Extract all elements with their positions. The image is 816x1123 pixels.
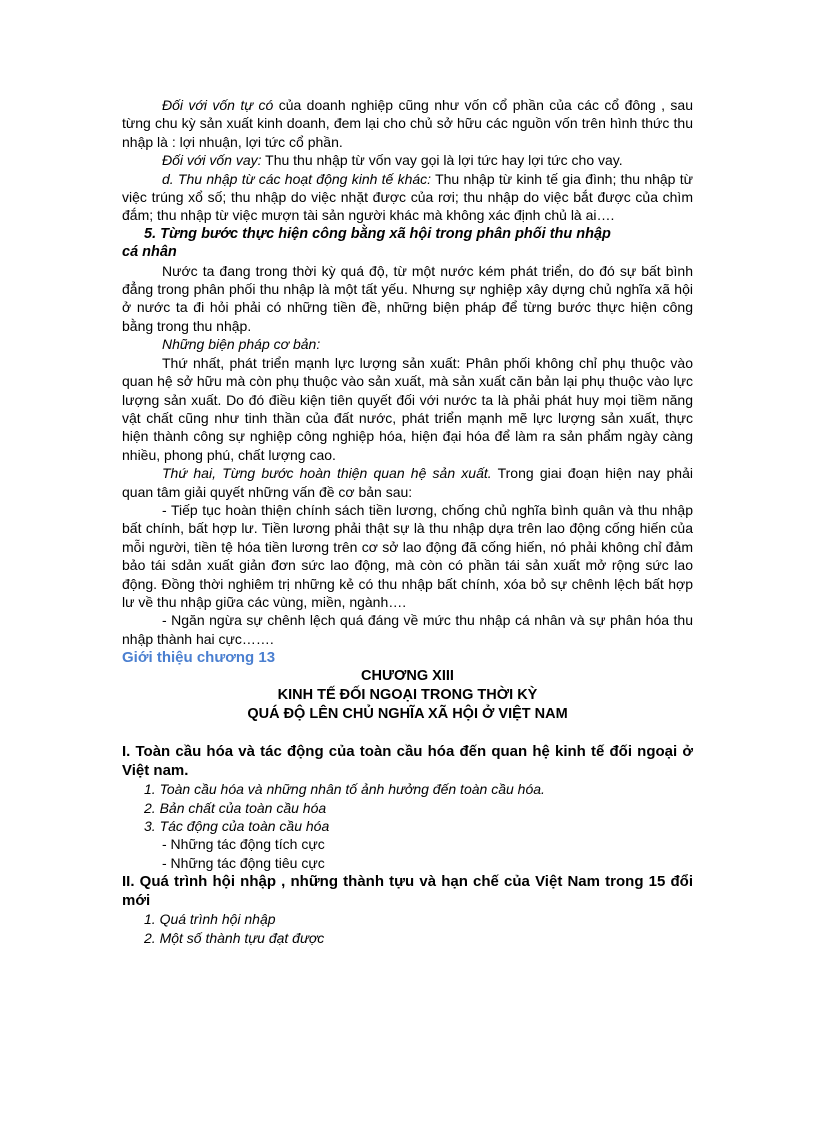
paragraph-income-gap: - Ngăn ngừa sự chênh lệch quá đáng về mức thu nhập cá nhân và sự phân hóa thu nhập thành hai cực……. [122, 612, 693, 647]
loan-capital-text: Thu thu nhập từ vốn vay gọi là lợi tức hay lợi tức cho vay. [261, 152, 623, 169]
section-2-item-2: 2. Một số thành tựu đạt được [144, 929, 325, 946]
chapter-number: CHƯƠNG XIII [361, 668, 454, 685]
own-capital-text: của doanh nghiệp cũng như vốn cổ phần của các cổ đông , sau từng chu kỳ sản xuất kinh doanh, đem lại cho chủ sở hữu các nguồn vốn trên hình thức thu nhập là : lợi nhuận, lợi tức cổ phần. [122, 97, 694, 150]
own-capital-lead: Đối với vốn tự có [162, 97, 274, 113]
section-2-item-1: 1. Quá trình hội nhập [144, 911, 276, 928]
loan-capital-lead: Đối với vốn vay: [162, 152, 262, 169]
section-1-item-2: 2. Bản chất của toàn cầu hóa [144, 799, 327, 816]
chapter-title-line2: QUÁ ĐỘ LÊN CHỦ NGHĨA XÃ HỘI Ở VIỆT NAM [247, 706, 568, 723]
heading-social-equity-line1: 5. Từng bước thực hiện công bằng xã hội trong phân phối thu nhập [144, 225, 611, 242]
section-1-subitem-1: - Những tác động tích cực [162, 836, 325, 853]
paragraph-first-measure: Thứ nhất, phát triển mạnh lực lượng sản xuất: Phân phối không chỉ phụ thuộc vào quan hệ sở hữu mà còn phụ thuộc vào sản xuất, mà sản xuất căn bản lại phụ thuộc vào lực lượng sản xuất. Do đó điều kiện tiên quyết đối với nước ta là phải phát huy mọi tiềm năng vật chất cũng như tinh thần của đất nước, phát triển mạnh mẽ lực lượng sản xuất, thực hiện thành công sự nghiệp công nghiệp hóa, hiện đại hóa để làm ra sản phẩm ngày càng nhiều, phong phú, chất lượng cao. [122, 354, 693, 463]
paragraph-other-income [122, 170, 693, 225]
second-measure-text: Trong giai đoạn hiện nay phải quan tâm giải quyết những vấn đề cơ bản sau: [122, 465, 693, 500]
paragraph-own-capital [122, 96, 693, 151]
paragraph-wage-policy: - Tiếp tục hoàn thiện chính sách tiền lương, chống chủ nghĩa bình quân và thu nhập bất chính, bất hợp lư. Tiền lương phải thật sự là thu nhập dựa trên lao động cống hiến của mỗi người, tiền tệ hóa tiền lương trên cơ sở lao động đã cống hiến, nó phải không chỉ đảm bảo tái sdản xuất giản đơn sức lao động, mà còn có phần tái sản xuất mở rộng sức lao động. Đồng thời nghiêm trị những kẻ có thu nhập bất chính, xóa bỏ sự chênh lệch bất hợp lư về thu nhập giữa các vùng, miền, ngành…. [122, 501, 693, 610]
paragraph-second-measure [122, 464, 693, 501]
heading-social-equity [122, 225, 693, 262]
other-income-lead: d. Thu nhập từ các hoạt động kinh tế khác: [162, 170, 432, 187]
section-2-heading: II. Quá trình hội nhập , những thành tựu và hạn chế của Việt Nam trong 15 đổi mới [122, 873, 693, 910]
paragraph-basic-measures: Những biện pháp cơ bản: [162, 336, 321, 353]
paragraph-loan-capital [122, 151, 693, 169]
section-1-subitem-2: - Những tác động tiêu cực [162, 854, 325, 871]
document-page [122, 96, 693, 947]
section-1-heading: I. Toàn cầu hóa và tác động của toàn cầu hóa đến quan hệ kinh tế đối ngoại ở Việt nam. [122, 743, 693, 780]
chapter-title-line1: KINH TẾ ĐỐI NGOẠI TRONG THỜI KỲ [277, 687, 538, 704]
other-income-text: Thu nhập từ kinh tế gia đình; thu nhập từ việc trúng xổ số; thu nhập do việc nhặt được của rơi; thu nhập do việc bắt được của chìm đắm; thu nhập từ việc mượn tài sản người khác mà không xác định chủ là ai…. [122, 170, 693, 224]
spacer [122, 724, 693, 742]
heading-social-equity-line2: cá nhân [122, 244, 177, 261]
intro-chapter-13-link[interactable]: Giới thiệu chương 13 [122, 649, 276, 667]
second-measure-lead: Thứ hai, Từng bước hoàn thiện quan hệ sản xuất. [162, 465, 492, 482]
section-1-item-1: 1. Toàn cầu hóa và những nhân tố ảnh hưởng đến toàn cầu hóa. [144, 781, 545, 798]
paragraph-transition-period: Nước ta đang trong thời kỳ quá độ, từ một nước kém phát triển, do đó sự bất bình đẳng trong phân phối thu nhập là một tất yếu. Nhưng sự nghiệp xây dựng chủ nghĩa xã hội ở nước ta đi hỏi phải có những tiền đề, những biện pháp để từng bước thực hiện công bằng trong thu nhập. [122, 262, 693, 334]
section-1-item-3: 3. Tác động của toàn cầu hóa [144, 818, 330, 834]
